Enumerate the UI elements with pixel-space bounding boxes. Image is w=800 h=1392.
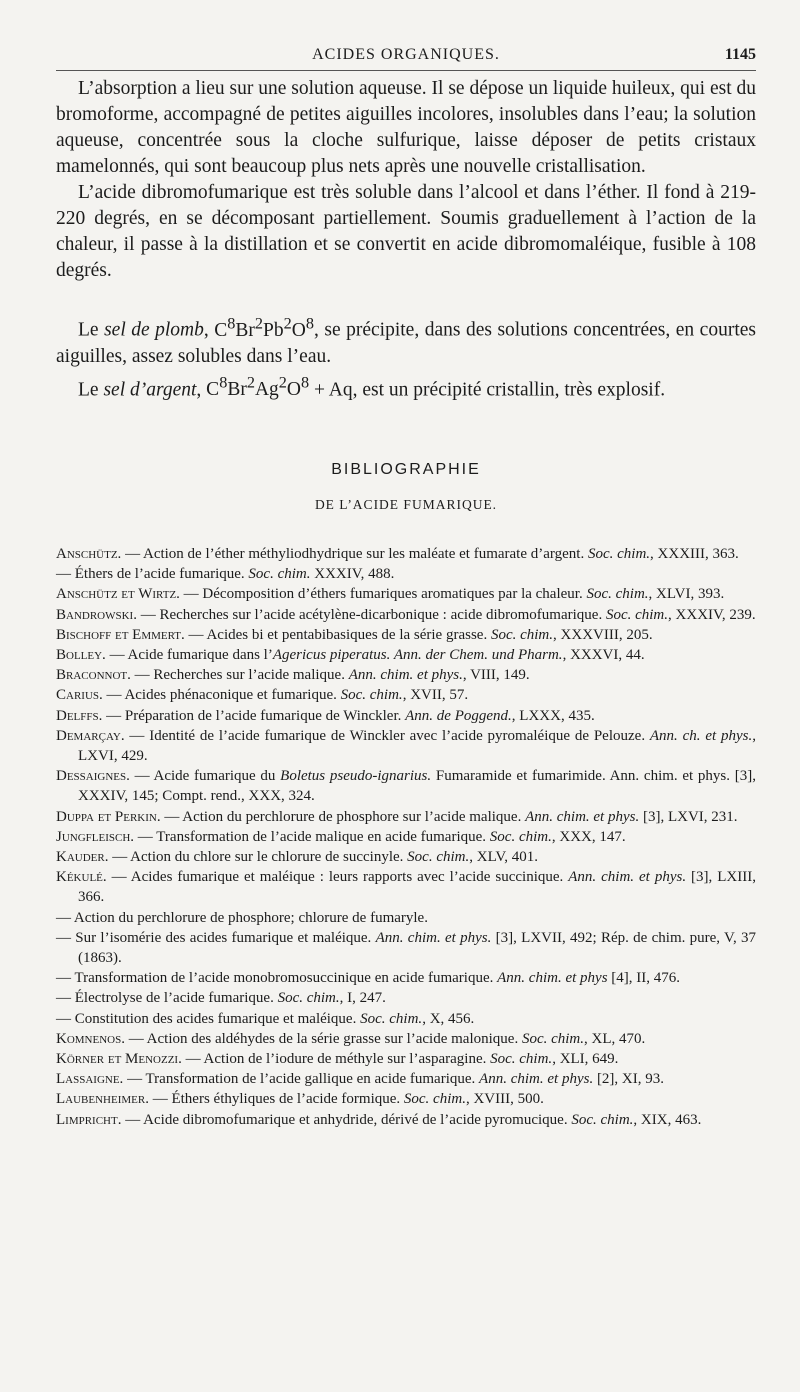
entry-reference: , XLVI, 393.: [648, 586, 725, 603]
bibliography-entry: [56, 544, 756, 564]
entry-author: Demarçay.: [56, 727, 125, 744]
entry-journal: Agericus piperatus. Ann. der Chem. und Pharm.: [272, 647, 563, 664]
entry-journal: Soc. chim.: [605, 606, 669, 623]
entry-text: — Sur l’isomérie des acides fumarique et maléique.: [56, 929, 376, 946]
entry-author: Jungfleisch.: [56, 828, 135, 845]
bibliography-entry: [56, 605, 756, 625]
entry-journal: Ann. chim. et phys.: [525, 808, 640, 825]
entry-text: — Acide dibromofumarique et anhydride, dérivé de l’acide pyromucique.: [121, 1111, 572, 1128]
entry-journal: Soc. chim.: [587, 546, 651, 562]
entry-journal: Soc. chim.: [407, 849, 470, 866]
entry-reference: , XXXIII, 363.: [650, 546, 739, 562]
entry-reference: , XXX, 147.: [551, 828, 626, 845]
entry-author: Anschütz.: [56, 546, 122, 562]
entry-author: Carius.: [56, 687, 103, 704]
entry-reference: XXXIV, 488.: [310, 566, 395, 583]
entry-reference: [4], II, 476.: [607, 970, 681, 987]
entry-text: — Transformation de l’acide gallique en acide fumarique.: [123, 1071, 480, 1088]
entry-author: Delffs.: [56, 707, 103, 724]
body-text: [56, 76, 756, 403]
entry-author: Bolley.: [56, 647, 106, 664]
bibliography-entry: [56, 726, 756, 766]
entry-text: — Identité de l’acide fumarique de Winckler avec l’acide pyromaléique de Pelouze.: [124, 727, 650, 744]
entry-text: — Action du chlore sur le chlorure de succinyle.: [108, 849, 408, 866]
bibliography-entry: [56, 584, 756, 604]
bibliography-entry: [56, 1110, 756, 1130]
bibliography-entry: [56, 968, 756, 988]
entry-author: Dessaignes.: [56, 768, 130, 785]
entry-text: — Recherches sur l’acide acétylène-dicarbonique : acide dibromofumarique.: [136, 606, 606, 623]
entry-author: Bandrowski.: [56, 606, 137, 623]
entry-journal: Ann. chim. et phys.: [479, 1071, 594, 1088]
entry-text: — Transformation de l’acide monobromosuccinique en acide fumarique.: [56, 970, 498, 987]
entry-journal: Ann. chim. et phys.: [568, 869, 687, 886]
bibliography-entry: [56, 625, 756, 645]
entry-text: — Acides bi et pentabibasiques de la série grasse.: [184, 626, 491, 643]
entry-reference: , XXXIV, 239.: [668, 606, 756, 623]
entry-reference: , X, 456.: [422, 1010, 475, 1027]
entry-reference: , XVII, 57.: [402, 687, 469, 704]
entry-reference: , LXXX, 435.: [511, 707, 595, 724]
entry-author: Körner et Menozzi.: [56, 1051, 182, 1068]
bibliography-entry: [56, 685, 756, 705]
entry-text: — Constitution des acides fumarique et maléique.: [56, 1010, 361, 1027]
entry-journal: Ann. de Poggend.: [405, 707, 512, 724]
entry-journal: Soc. chim.: [490, 626, 554, 643]
entry-reference: , VIII, 149.: [462, 667, 530, 684]
entry-text: — Acides phénaconique et fumarique.: [102, 687, 341, 704]
entry-journal: Boletus pseudo-ignarius.: [280, 768, 432, 785]
entry-reference: , LXVI, 429.: [78, 727, 756, 765]
entry-reference: [3], LXIII, 366.: [78, 869, 756, 906]
salt-name: sel de plomb: [104, 319, 204, 341]
bibliography-entry: [56, 827, 756, 847]
silver-salt-paragraph: Le sel d’argent, $C^8Br^2Ag^2O^8 + Aq$, est un précipité cristallin, très explosif.: [78, 373, 666, 400]
entry-reference: [2], XI, 93.: [593, 1071, 665, 1088]
bibliography-subheading: DE L’ACIDE FUMARIQUE.: [314, 497, 498, 512]
entry-text: — Préparation de l’acide fumarique de Winckler.: [102, 707, 406, 724]
bibliography-entry: [56, 766, 756, 806]
bibliography-entry: [56, 847, 756, 867]
entry-author: Braconnot.: [56, 667, 131, 684]
paragraph: L’acide dibromofumarique est très soluble dans l’alcool et dans l’éther. Il fond à 219-220 degrés, en se décomposant partiellement. Soumis graduellement à l’action de la chaleur, il passe à la distillation et se convertit en acide dibromomaléique, fusible à 108 degrés.: [56, 182, 756, 281]
entry-reference: , XVIII, 500.: [465, 1091, 544, 1108]
chemical-formula: $C^8Br^2Ag^2O^8$: [206, 373, 310, 400]
entry-author: Bischoff et Emmert.: [56, 626, 185, 643]
entry-reference: , I, 247.: [339, 990, 386, 1007]
running-title: ACIDES ORGANIQUES.: [312, 46, 500, 63]
entry-reference: , XL, 470.: [584, 1030, 646, 1047]
page-number: 1145: [724, 46, 756, 63]
entry-author: Kékulé.: [56, 869, 107, 886]
entry-journal: Ann. ch. et phys.: [649, 727, 753, 744]
bibliography-entry: [56, 1049, 756, 1069]
entry-journal: Ann. chim. et phys.: [348, 667, 463, 684]
entry-text: — Acide fumarique du: [129, 768, 281, 785]
entry-text: — Décomposition d’éthers fumariques aromatiques par la chaleur.: [179, 586, 587, 603]
bibliography-entry: [56, 807, 756, 827]
entry-journal: Soc. chim.: [521, 1030, 585, 1047]
entry-journal: Soc. chim.: [340, 687, 403, 704]
bibliography-heading: BIBLIOGRAPHIE: [331, 461, 481, 478]
bibliography-list: [56, 544, 756, 1130]
bibliography-entry: [56, 1069, 756, 1089]
chemical-formula: $C^8Br^2Pb^2O^8$: [214, 314, 314, 341]
entry-reference: , XLV, 401.: [469, 849, 539, 866]
entry-text: — Action du perchlorure de phosphore sur l’acide malique.: [160, 808, 526, 825]
entry-reference: , XIX, 463.: [633, 1111, 702, 1128]
entry-text: — Action de l’iodure de méthyle sur l’asparagine.: [181, 1051, 491, 1068]
bibliography-entry: [56, 1089, 756, 1109]
bibliography-entry: [56, 988, 756, 1008]
bibliography-entry: [56, 706, 756, 726]
entry-journal: Ann. chim. et phys.: [375, 929, 492, 946]
bibliography-entry: [56, 908, 756, 928]
entry-reference: , XXXVIII, 205.: [553, 626, 653, 643]
entry-journal: Soc. chim.: [489, 828, 552, 845]
entry-reference: [3], LXVII, 492; Rép. de chim. pure, V, 37 (1863).: [78, 929, 756, 967]
entry-reference: Fumaramide et fumarimide. Ann. chim. et phys. [3], XXXIV, 145; Compt. rend., XXX, 324.: [78, 768, 756, 805]
entry-text: — Éthers éthyliques de l’acide formique.: [148, 1091, 404, 1108]
entry-author: Laubenheimer.: [56, 1091, 149, 1108]
entry-text: — Recherches sur l’acide malique.: [130, 667, 349, 684]
bibliography-entry: [56, 867, 756, 907]
entry-author: Komnenos.: [56, 1030, 125, 1047]
paragraph: L’absorption a lieu sur une solution aqueuse. Il se dépose un liquide huileux, qui est du bromoforme, accompagné de petites aiguilles incolores, insolubles dans l’eau; la solution aqueuse, concentrée sous la cloche sulfurique, laisse déposer de petits cristaux mamelonnés, qui sont beaucoup plus nets après une nouvelle cristallisation.: [56, 78, 756, 177]
entry-text: — Électrolyse de l’acide fumarique.: [56, 990, 278, 1007]
entry-text: — Éthers de l’acide fumarique.: [56, 566, 249, 583]
entry-journal: Soc. chim.: [586, 586, 649, 603]
entry-reference: , XLI, 649.: [552, 1051, 619, 1068]
entry-text: — Transformation de l’acide malique en acide fumarique.: [134, 828, 490, 845]
salt-name: sel d’argent: [103, 379, 197, 400]
entry-reference: [3], LXVI, 231.: [639, 808, 738, 825]
entry-journal: Soc. chim.: [403, 1091, 466, 1108]
entry-journal: Soc. chim.: [277, 990, 340, 1007]
entry-text: — Acide fumarique dans l’: [105, 647, 273, 664]
bibliography-entry: [56, 928, 756, 968]
entry-journal: Soc. chim.: [360, 1010, 423, 1027]
bibliography-entry: [56, 645, 756, 665]
running-header: [56, 46, 756, 71]
bibliography-entry: [56, 665, 756, 685]
entry-text: — Action des aldéhydes de la série grasse sur l’acide malonique.: [124, 1030, 522, 1047]
entry-journal: Soc. chim.: [571, 1111, 634, 1128]
entry-journal: Ann. chim. et phys: [497, 970, 608, 987]
entry-author: Duppa et Perkin.: [56, 808, 161, 825]
entry-journal: Soc. chim.: [248, 566, 311, 583]
bibliography-entry: [56, 564, 756, 584]
bibliography-entry: [56, 1029, 756, 1049]
entry-reference: , XXXVI, 44.: [562, 647, 645, 664]
entry-text: — Acides fumarique et maléique : leurs rapports avec l’acide succinique.: [106, 869, 569, 886]
entry-author: Lassaigne.: [56, 1071, 124, 1088]
entry-author: Kauder.: [56, 849, 109, 866]
bibliography-entry: [56, 1009, 756, 1029]
entry-text: — Action du perchlorure de phosphore; chlorure de fumaryle.: [56, 909, 428, 926]
entry-author: Limpricht.: [56, 1111, 122, 1128]
lead-salt-paragraph: Le sel de plomb, $C^8Br^2Pb^2O^8$, se précipite, dans des solutions concentrées, en courtes aiguilles, assez solubles dans l’eau.: [56, 314, 756, 367]
entry-author: Anschütz et Wirtz.: [56, 586, 180, 603]
entry-text: — Action de l’éther méthyliodhydrique sur les maléate et fumarate d’argent.: [121, 546, 588, 562]
entry-journal: Soc. chim.: [490, 1051, 553, 1068]
